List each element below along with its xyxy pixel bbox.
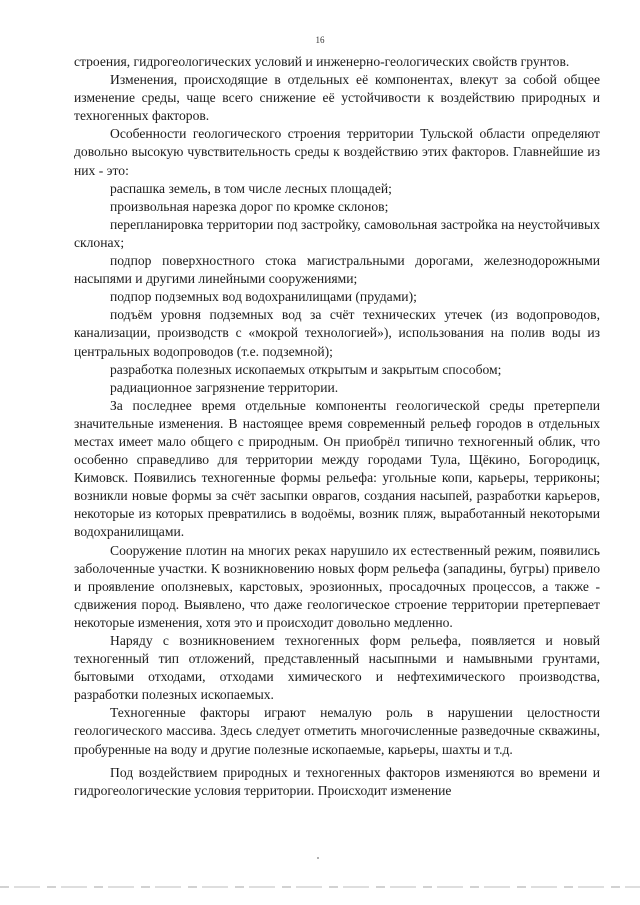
list-item: разработка полезных ископаемых открытым и закрытым способом; — [110, 361, 502, 377]
list-item: подпор поверхностного стока магистральными дорогами, железнодорожными насыпями и другими линейными сооружениями; — [74, 253, 600, 287]
list-item: подъём уровня подземных вод за счёт технических утечек (из водопроводов, канализации, производств с «мокрой технологией»), использования на полив воды из центральных водопроводов (т.е. подземной); — [74, 307, 600, 359]
page-number: 16 — [315, 35, 325, 45]
paragraph: Изменения, происходящие в отдельных её компонентах, влекут за собой общее изменение среды, чаще всего снижение её устойчивости к воздействию природных и техногенных факторов. — [74, 72, 600, 124]
paragraph: строения, гидрогеологических условий и инженерно-геологических свойств грунтов. — [74, 54, 570, 69]
body-text — [74, 53, 600, 800]
list-item: распашка земель, в том числе лесных площадей; — [110, 180, 392, 196]
scan-artifact-dot — [317, 857, 319, 859]
list-item: радиационное загрязнение территории. — [110, 379, 339, 395]
paragraph: Сооружение плотин на многих реках нарушило их естественный режим, появились заболоченные участки. К возникновению новых форм рельефа (западины, бугры) привело и проявление оползневых, карстовых, эрозионных, просадочных процессов, а также - сдвижения пород. Выявлено, что даже геологическое строение территории претерпевает некоторые изменения, хотя это и происходит довольно медленно. — [74, 542, 600, 630]
paragraph: Наряду с возникновением техногенных форм рельефа, появляется и новый техногенный тип отложений, представленный насыпными и намывными грунтами, бытовыми отходами, отходами химического и нефтехимического производства, разработки полезных ископаемых. — [74, 633, 600, 703]
paragraph: Под воздействием природных и техногенных факторов изменяются во времени и гидрогеологические условия территории. Происходит изменение — [74, 764, 600, 798]
list-item: произвольная нарезка дорог по кромке склонов; — [110, 198, 389, 214]
paragraph: Особенности геологического строения территории Тульской области определяют довольно высокую чувствительность среды к воздействию этих факторов. Главнейшие из них - это: — [74, 126, 600, 178]
scan-artifact-edge — [0, 886, 640, 888]
list-item: перепланировка территории под застройку, самовольная застройка на неустойчивых склонах; — [74, 216, 600, 250]
paragraph: За последнее время отдельные компоненты геологической среды претерпели значительные изменения. В настоящее время современный рельеф городов в отдельных местах имеет мало общего с природным. Он приобрёл типично техногенный облик, что особенно справедливо для территории между городами Тула, Щёкино, Богородицк, Кимовск. Появились техногенные формы рельефа: угольные копи, карьеры, терриконы; возникли новые формы за счёт засыпки оврагов, создания насыпей, разработки карьеров, некоторые из которых превратились в водоёмы, возник пляж, выработанный некоторыми водохранилищами. — [74, 397, 600, 540]
paragraph: Техногенные факторы играют немалую роль в нарушении целостности геологического массива. Здесь следует отметить многочисленные разведочные скважины, пробуренные на воду и другие полезные ископаемые, карьеры, шахты и т.д. — [74, 705, 600, 757]
list-item: подпор подземных вод водохранилищами (прудами); — [110, 289, 417, 305]
